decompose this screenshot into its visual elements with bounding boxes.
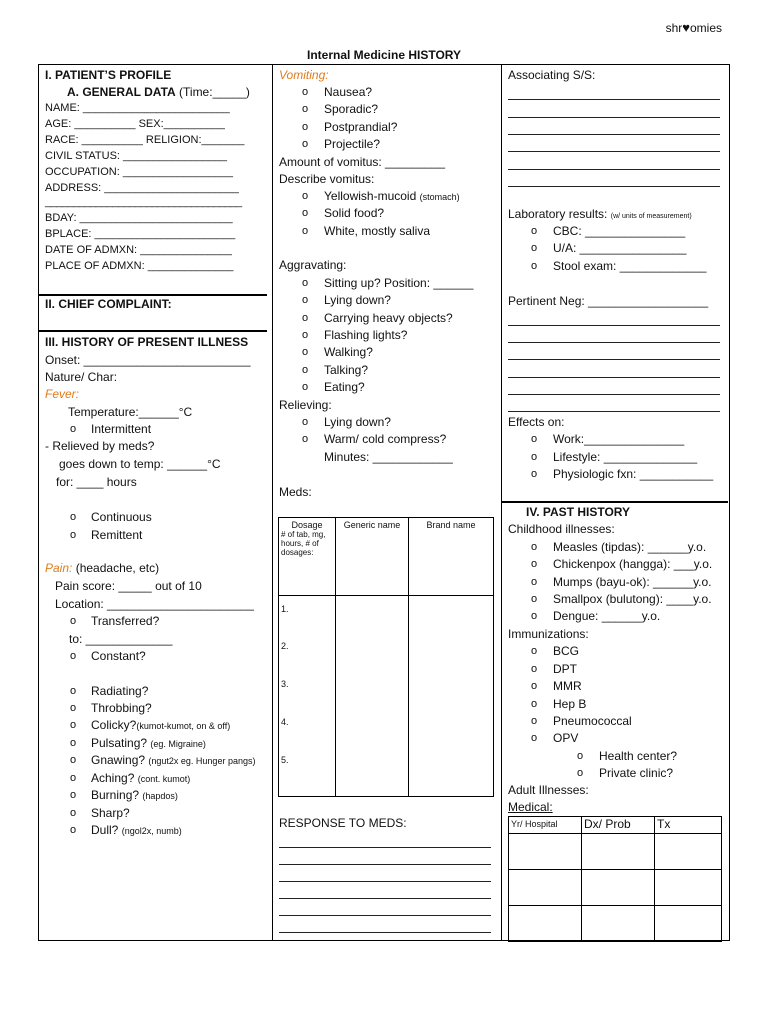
bullet-icon: o	[531, 663, 538, 675]
divider	[502, 501, 728, 503]
solid-food-option[interactable]: Solid food?	[324, 206, 385, 220]
vomiting-label: Vomiting:	[279, 68, 329, 82]
response-label: RESPONSE TO MEDS:	[279, 816, 407, 830]
gnawing-option[interactable]: Gnawing? (ngut2x eg. Hunger pangs)	[91, 753, 256, 767]
pertinent-neg-field[interactable]: Pertinent Neg: __________________	[508, 294, 709, 308]
adult-illness-label: Adult Illnesses:	[508, 783, 589, 797]
bullet-icon: o	[531, 576, 538, 588]
response-line[interactable]	[279, 864, 491, 865]
medical-cell[interactable]	[582, 834, 655, 870]
bullet-icon: o	[70, 423, 77, 435]
constant-option[interactable]: Constant?	[91, 649, 146, 663]
nausea-option[interactable]: Nausea?	[324, 85, 373, 99]
bullet-icon: o	[302, 329, 309, 341]
colicky-option[interactable]: Colicky?(kumot-kumot, on & off)	[91, 718, 231, 732]
goes-down-field[interactable]: goes down to temp: ______°C	[59, 457, 221, 471]
tx-header: Tx	[655, 817, 722, 834]
flashing-lights-option[interactable]: Flashing lights?	[324, 328, 408, 342]
general-data-heading: A. GENERAL DATA (Time:_____)	[67, 85, 250, 99]
talking-option[interactable]: Talking?	[324, 363, 369, 377]
divider	[39, 330, 267, 332]
medical-label: Medical:	[508, 800, 553, 814]
dosage-cell[interactable]: 1. 2. 3. 4. 5.	[279, 596, 336, 797]
bullet-icon: o	[531, 451, 538, 463]
response-line[interactable]	[279, 881, 491, 882]
walking-option[interactable]: Walking?	[324, 345, 373, 359]
lab-label: Laboratory results: (w/ units of measurement)	[508, 207, 692, 221]
eating-option[interactable]: Eating?	[324, 380, 365, 394]
dengue-field[interactable]: Dengue: ______y.o.	[553, 609, 661, 623]
throbbing-option[interactable]: Throbbing?	[91, 701, 152, 715]
medical-table	[508, 816, 722, 942]
pertinent-line[interactable]	[508, 394, 720, 395]
transferred-option[interactable]: Transferred?	[91, 614, 160, 628]
hepb-option[interactable]: Hep B	[553, 697, 587, 711]
chickenpox-field[interactable]: Chickenpox (hangga): ___y.o.	[553, 557, 713, 571]
pain-score-field[interactable]: Pain score: _____ out of 10	[55, 579, 202, 593]
location-field[interactable]: Location: ______________________	[55, 597, 254, 611]
field-address-line2[interactable]: ___________________________________	[45, 196, 242, 208]
burning-option[interactable]: Burning? (hapdos)	[91, 788, 178, 802]
medical-cell[interactable]	[655, 870, 722, 906]
bullet-icon: o	[70, 702, 77, 714]
brand-header: Brand name	[409, 518, 494, 596]
section-chief-complaint: II. CHIEF COMPLAINT:	[45, 297, 172, 311]
relieving-lying-option[interactable]: Lying down?	[324, 415, 391, 429]
bullet-icon: o	[302, 225, 309, 237]
dpt-option[interactable]: DPT	[553, 662, 577, 676]
intermittent-option[interactable]: Intermittent	[91, 422, 152, 436]
smallpox-field[interactable]: Smallpox (bulutong): ____y.o.	[553, 592, 712, 606]
sporadic-option[interactable]: Sporadic?	[324, 102, 379, 116]
amount-field[interactable]: Amount of vomitus: _________	[279, 155, 446, 169]
work-field[interactable]: Work:_______________	[553, 432, 685, 446]
immunizations-label: Immunizations:	[508, 627, 589, 641]
compress-option[interactable]: Warm/ cold compress?	[324, 432, 447, 446]
column-patient-profile	[39, 65, 273, 940]
medical-cell[interactable]	[509, 834, 582, 870]
bullet-icon: o	[531, 433, 538, 445]
bullet-icon: o	[577, 750, 584, 762]
field-civil-status[interactable]: CIVIL STATUS: _________________	[45, 150, 228, 162]
medical-cell[interactable]	[655, 834, 722, 870]
bcg-option[interactable]: BCG	[553, 644, 580, 658]
field-place-admxn[interactable]: PLACE OF ADMXN: ______________	[45, 260, 234, 272]
minutes-field[interactable]: Minutes: ____________	[324, 450, 453, 464]
section-patient-profile: I. PATIENT’S PROFILE	[45, 68, 172, 82]
field-bday[interactable]: BDAY: _________________________	[45, 212, 233, 224]
pertinent-line[interactable]	[508, 359, 720, 360]
lifestyle-field[interactable]: Lifestyle: ______________	[553, 450, 698, 464]
assoc-line[interactable]	[508, 134, 720, 135]
response-line[interactable]	[279, 915, 491, 916]
response-line[interactable]	[279, 932, 491, 933]
fever-label: Fever:	[45, 387, 80, 401]
heavy-objects-option[interactable]: Carrying heavy objects?	[324, 311, 453, 325]
bullet-icon: o	[531, 260, 538, 272]
bullet-icon: o	[531, 645, 538, 657]
pain-heading: Pain: (headache, etc)	[45, 561, 160, 575]
bullet-icon: o	[302, 433, 309, 445]
dosage-header: Dosage # of tab, mg, hours, # of dosages:	[279, 518, 336, 596]
to-field[interactable]: to: _____________	[69, 632, 173, 646]
pulsating-option[interactable]: Pulsating? (eg. Migraine)	[91, 736, 206, 750]
medical-cell[interactable]	[655, 906, 722, 942]
assoc-label: Associating S/S:	[508, 68, 596, 82]
meds-table	[278, 517, 494, 797]
aching-option[interactable]: Aching? (cont. kumot)	[91, 771, 191, 785]
meds-label: Meds:	[279, 485, 312, 499]
physiologic-field[interactable]: Physiologic fxn: ___________	[553, 467, 714, 481]
bullet-icon: o	[302, 416, 309, 428]
bullet-icon: o	[70, 789, 77, 801]
field-name[interactable]: NAME: ________________________	[45, 102, 230, 114]
generic-header: Generic name	[336, 518, 409, 596]
bullet-icon: o	[70, 737, 77, 749]
bullet-icon: o	[302, 190, 309, 202]
bullet-icon: o	[302, 207, 309, 219]
continuous-option[interactable]: Continuous	[91, 510, 152, 524]
yellowish-option[interactable]: Yellowish-mucoid (stomach)	[324, 189, 460, 203]
aggravating-label: Aggravating:	[279, 258, 347, 272]
response-line[interactable]	[279, 898, 491, 899]
projectile-option[interactable]: Projectile?	[324, 137, 381, 151]
dx-prob-header: Dx/ Prob	[582, 817, 655, 834]
bullet-icon: o	[531, 225, 538, 237]
bullet-icon: o	[70, 754, 77, 766]
bullet-icon: o	[70, 807, 77, 819]
private-clinic-option[interactable]: Private clinic?	[599, 766, 674, 780]
effects-label: Effects on:	[508, 415, 565, 429]
measles-field[interactable]: Measles (tipdas): ______y.o.	[553, 540, 707, 554]
relieving-label: Relieving:	[279, 398, 332, 412]
onset-field[interactable]: Onset: _________________________	[45, 353, 251, 367]
assoc-line[interactable]	[508, 169, 720, 170]
pertinent-line[interactable]	[508, 342, 720, 343]
assoc-line[interactable]	[508, 99, 720, 100]
describe-label: Describe vomitus:	[279, 172, 375, 186]
postprandial-option[interactable]: Postprandial?	[324, 120, 398, 134]
white-saliva-option[interactable]: White, mostly saliva	[324, 224, 431, 238]
field-race-religion[interactable]: RACE: __________ RELIGION:_______	[45, 134, 245, 146]
medical-cell[interactable]	[582, 870, 655, 906]
assoc-line[interactable]	[508, 117, 720, 118]
bullet-icon: o	[302, 138, 309, 150]
field-bplace[interactable]: BPLACE: _______________________	[45, 228, 236, 240]
bullet-icon: o	[70, 529, 77, 541]
nature-label: Nature/ Char:	[45, 370, 118, 384]
childhood-label: Childhood illnesses:	[508, 522, 615, 536]
pertinent-line[interactable]	[508, 325, 720, 326]
mumps-field[interactable]: Mumps (bayu-ok): ______y.o.	[553, 575, 712, 589]
bullet-icon: o	[70, 772, 77, 784]
relieved-label: - Relieved by meds?	[45, 439, 155, 453]
bullet-icon: o	[302, 346, 309, 358]
field-age-sex[interactable]: AGE: __________ SEX:__________	[45, 118, 225, 130]
remittent-option[interactable]: Remittent	[91, 528, 143, 542]
brand-mark: shr♥omies	[665, 20, 722, 35]
cbc-field[interactable]: CBC: _______________	[553, 224, 686, 238]
temperature-field[interactable]: Temperature:______°C	[68, 405, 193, 419]
heart-icon: ♥	[682, 20, 690, 35]
medical-cell[interactable]	[509, 906, 582, 942]
bullet-icon: o	[302, 294, 309, 306]
bullet-icon: o	[531, 715, 538, 727]
pertinent-line[interactable]	[508, 377, 720, 378]
field-address[interactable]: ADDRESS: ______________________	[45, 182, 239, 194]
bullet-icon: o	[531, 698, 538, 710]
brand-cell[interactable]	[409, 596, 494, 797]
bullet-icon: o	[531, 541, 538, 553]
form-frame	[38, 64, 730, 941]
medical-cell[interactable]	[582, 906, 655, 942]
pertinent-line[interactable]	[508, 411, 720, 412]
bullet-icon: o	[302, 121, 309, 133]
column-past-history	[502, 65, 729, 940]
dull-option[interactable]: Dull? (ngol2x, numb)	[91, 823, 182, 837]
bullet-icon: o	[302, 312, 309, 324]
assoc-line[interactable]	[508, 186, 720, 187]
bullet-icon: o	[531, 680, 538, 692]
radiating-option[interactable]: Radiating?	[91, 684, 149, 698]
response-line[interactable]	[279, 847, 491, 848]
field-occupation[interactable]: OCCUPATION: __________________	[45, 166, 233, 178]
bullet-icon: o	[531, 593, 538, 605]
bullet-icon: o	[70, 650, 77, 662]
opv-option[interactable]: OPV	[553, 731, 579, 745]
bullet-icon: o	[302, 381, 309, 393]
sharp-option[interactable]: Sharp?	[91, 806, 130, 820]
bullet-icon: o	[70, 511, 77, 523]
bullet-icon: o	[70, 685, 77, 697]
assoc-line[interactable]	[508, 151, 720, 152]
mmr-option[interactable]: MMR	[553, 679, 582, 693]
column-vomiting	[273, 65, 502, 940]
bullet-icon: o	[302, 277, 309, 289]
field-date-admxn[interactable]: DATE OF ADMXN: _______________	[45, 244, 232, 256]
bullet-icon: o	[70, 824, 77, 836]
sitting-up-option[interactable]: Sitting up? Position: ______	[324, 276, 474, 290]
bullet-icon: o	[302, 103, 309, 115]
generic-cell[interactable]	[336, 596, 409, 797]
ua-field[interactable]: U/A: ________________	[553, 241, 687, 255]
bullet-icon: o	[531, 610, 538, 622]
health-center-option[interactable]: Health center?	[599, 749, 678, 763]
bullet-icon: o	[302, 364, 309, 376]
pneumococcal-option[interactable]: Pneumococcal	[553, 714, 632, 728]
yr-hospital-header: Yr/ Hospital	[509, 817, 582, 834]
medical-cell[interactable]	[509, 870, 582, 906]
bullet-icon: o	[70, 615, 77, 627]
bullet-icon: o	[577, 767, 584, 779]
lying-down-option[interactable]: Lying down?	[324, 293, 391, 307]
stool-exam-field[interactable]: Stool exam: _____________	[553, 259, 707, 273]
bullet-icon: o	[70, 719, 77, 731]
section-past-history: IV. PAST HISTORY	[526, 505, 631, 519]
bullet-icon: o	[302, 86, 309, 98]
page-title: Internal Medicine HISTORY	[306, 48, 462, 62]
bullet-icon: o	[531, 468, 538, 480]
hours-field[interactable]: for: ____ hours	[56, 475, 137, 489]
bullet-icon: o	[531, 242, 538, 254]
bullet-icon: o	[531, 558, 538, 570]
bullet-icon: o	[531, 732, 538, 744]
divider	[39, 294, 267, 296]
section-present-illness: III. HISTORY OF PRESENT ILLNESS	[45, 335, 249, 349]
